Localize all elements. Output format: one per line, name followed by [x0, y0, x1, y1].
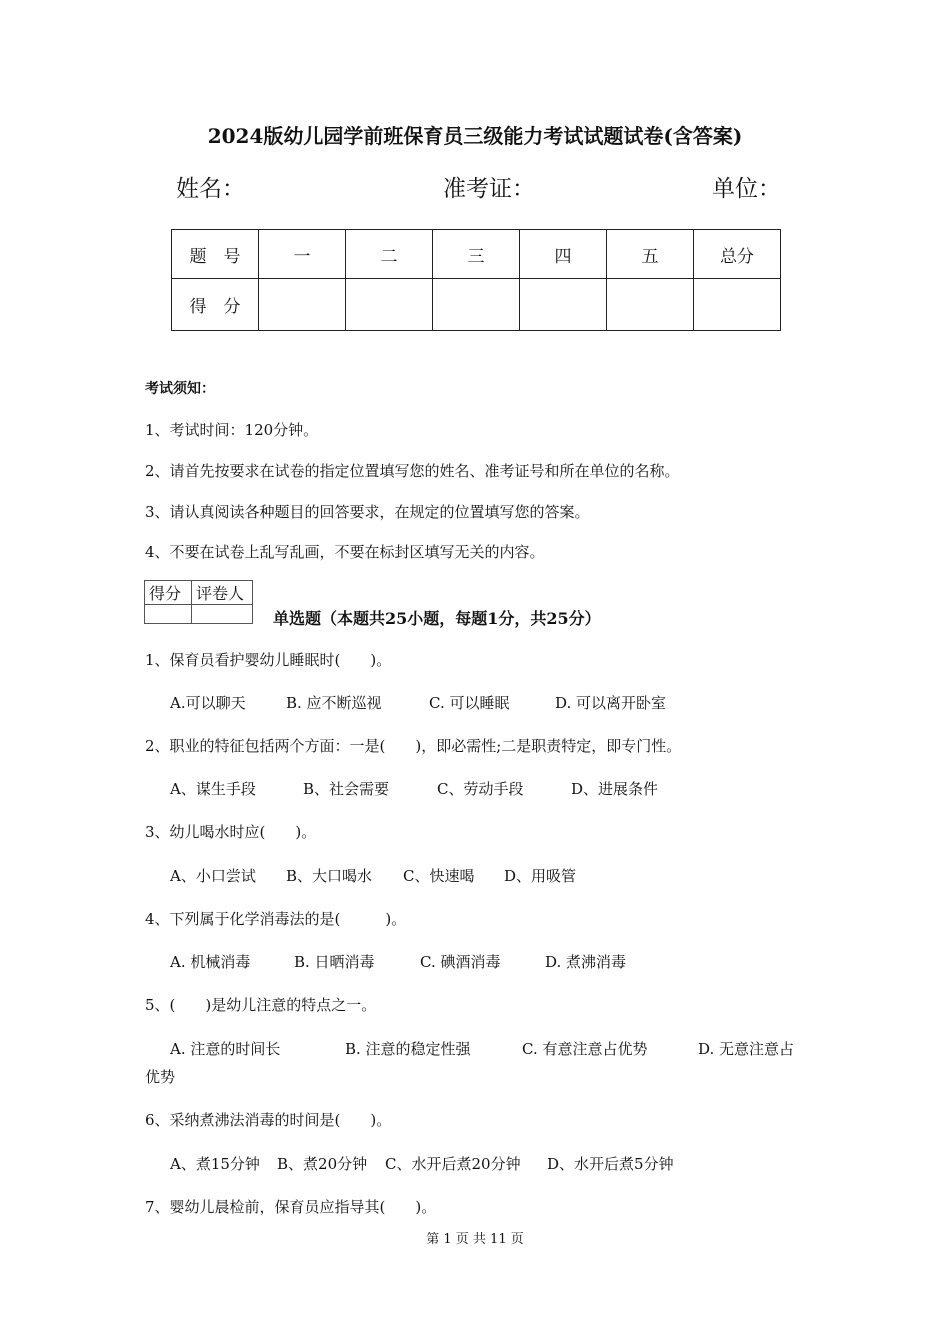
grader-box [144, 580, 253, 624]
notice-heading: 考试须知： [145, 381, 215, 397]
question-text: 4、下列属于化学消毒法的是( )。 [145, 910, 407, 928]
score-table-header-cell: 二 [346, 230, 433, 279]
option-d: D、进展条件 [571, 780, 659, 798]
option-b: B、大口喝水 [286, 867, 373, 885]
grader-score-label: 得分 [145, 581, 192, 605]
option-a: A. 机械消毒 [170, 953, 251, 971]
option-b: B. 日晒消毒 [294, 953, 375, 971]
option-b: B. 注意的稳定性强 [345, 1040, 471, 1058]
question-text: 2、职业的特征包括两个方面：一是( )，即必需性;二是职责特定，即专门性。 [145, 737, 682, 755]
score-row-label: 得 分 [172, 279, 259, 331]
question-options [170, 951, 626, 972]
option-d: D. 可以离开卧室 [555, 694, 667, 712]
option-d: D、水开后煮5分钟 [547, 1155, 674, 1173]
option-a: A、小口尝试 [170, 867, 256, 885]
question-options [170, 692, 666, 713]
name-field-label: 姓名： [176, 176, 245, 202]
option-c: C. 可以睡眠 [429, 694, 510, 712]
score-cell[interactable] [520, 279, 607, 331]
option-b: B、社会需要 [303, 780, 390, 798]
score-cell[interactable] [433, 279, 520, 331]
option-c: C、劳动手段 [437, 780, 524, 798]
grader-reviewer-label: 评卷人 [192, 581, 253, 605]
question-text: 7、婴幼儿晨检前，保育员应指导其( )。 [145, 1198, 437, 1216]
score-cell[interactable] [607, 279, 694, 331]
score-table-header-cell: 五 [607, 230, 694, 279]
question-text: 6、采纳煮沸法消毒的时间是( )。 [145, 1111, 392, 1129]
question-options [170, 865, 576, 886]
grader-reviewer-cell[interactable] [192, 605, 253, 624]
score-table-header-row [172, 230, 781, 279]
notice-item: 1、考试时间：120分钟。 [145, 421, 319, 439]
score-cell[interactable] [694, 279, 781, 331]
score-table-header-cell: 四 [520, 230, 607, 279]
question-options [170, 1153, 674, 1174]
question-options [170, 778, 658, 799]
score-table-header-cell: 三 [433, 230, 520, 279]
option-b: B、煮20分钟 [277, 1155, 368, 1173]
option-c: C. 碘酒消毒 [420, 953, 501, 971]
section-title: 单选题（本题共25小题，每题1分，共25分） [273, 609, 601, 628]
score-table-score-row [172, 279, 781, 331]
option-c: C、水开后煮20分钟 [385, 1155, 521, 1173]
grader-score-cell[interactable] [145, 605, 192, 624]
score-table-header-cell: 题 号 [172, 230, 259, 279]
option-d: D. 无意注意占 [698, 1040, 795, 1058]
score-cell[interactable] [259, 279, 346, 331]
option-a: A、煮15分钟 [170, 1155, 260, 1173]
question-text: 1、保育员看护婴幼儿睡眠时( )。 [145, 651, 392, 669]
notice-item: 3、请认真阅读各种题目的回答要求，在规定的位置填写您的答案。 [145, 503, 590, 521]
question-text: 5、( )是幼儿注意的特点之一。 [145, 996, 377, 1014]
option-a: A、谋生手段 [170, 780, 256, 798]
option-d: D、用吸管 [504, 867, 577, 885]
option-d: D. 煮沸消毒 [545, 953, 627, 971]
exam-number-field-label: 准考证： [443, 176, 535, 202]
option-a: A. 注意的时间长 [170, 1040, 281, 1058]
option-b: B. 应不断巡视 [286, 694, 382, 712]
document-title: 2024版幼儿园学前班保育员三级能力考试试题试卷(含答案) [207, 124, 743, 148]
option-a: A.可以聊天 [170, 694, 246, 712]
option-c: C、快速喝 [403, 867, 475, 885]
notice-item: 2、请首先按要求在试卷的指定位置填写您的姓名、准考证号和所在单位的名称。 [145, 462, 680, 480]
score-cell[interactable] [346, 279, 433, 331]
question-options [170, 1038, 794, 1059]
score-table [171, 229, 781, 331]
question-text: 3、幼儿喝水时应( )。 [145, 823, 317, 841]
score-table-header-cell: 总分 [694, 230, 781, 279]
option-wrap-text: 优势 [145, 1068, 176, 1086]
option-c: C. 有意注意占优势 [522, 1040, 648, 1058]
unit-field-label: 单位： [712, 176, 781, 202]
notice-item: 4、不要在试卷上乱写乱画，不要在标封区填写无关的内容。 [145, 543, 545, 561]
score-table-header-cell: 一 [259, 230, 346, 279]
page-footer: 第 1 页 共 11 页 [426, 1232, 524, 1247]
